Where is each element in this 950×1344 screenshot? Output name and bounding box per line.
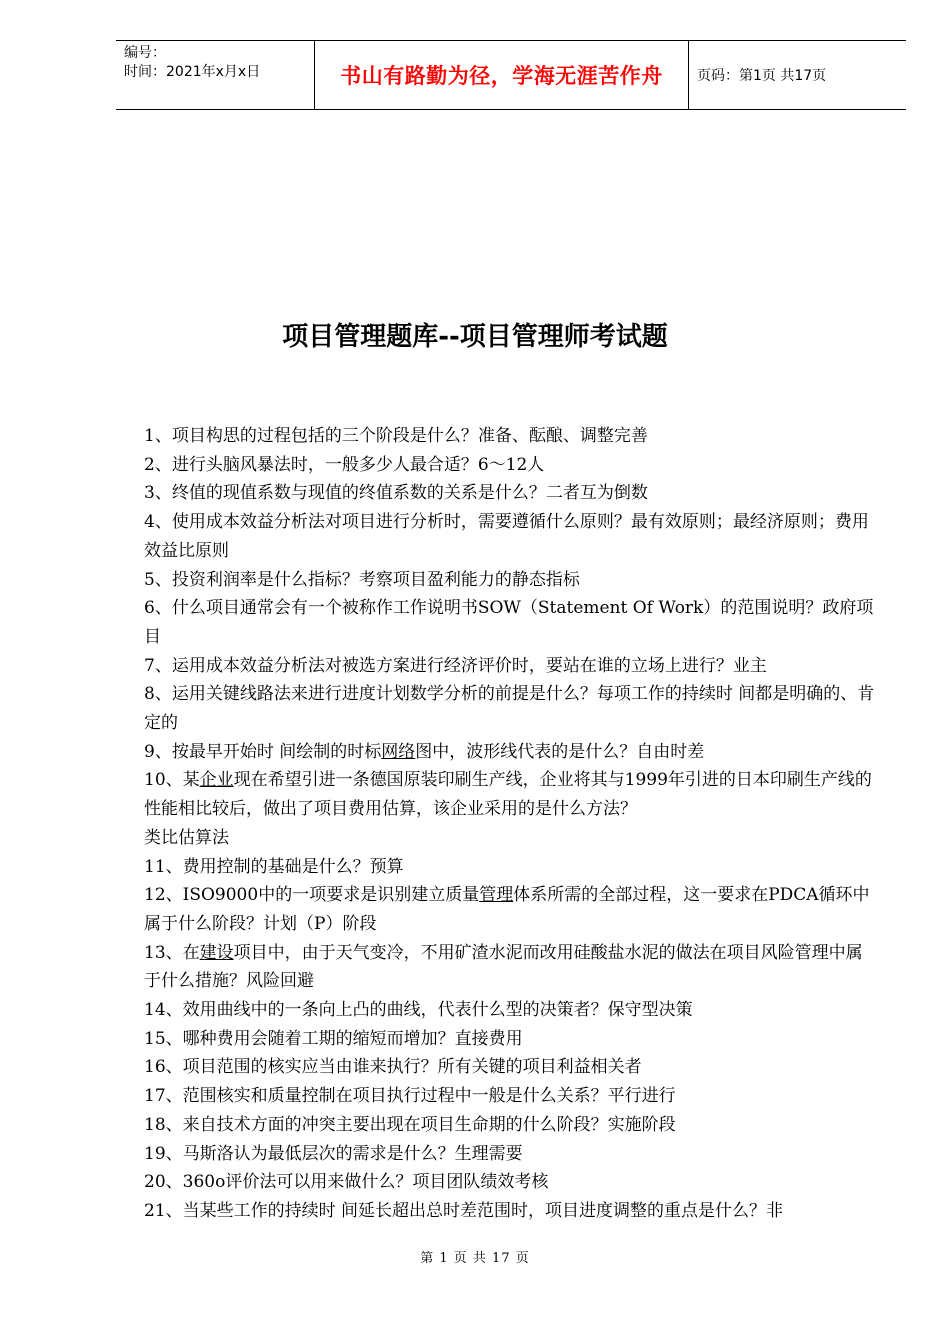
question-item xyxy=(144,738,879,767)
underlined-link[interactable]: 管理 xyxy=(479,885,514,906)
question-item: 16、项目范围的核实应当由谁来执行？所有关键的项目利益相关者 xyxy=(144,1057,642,1078)
question-item: 18、来自技术方面的冲突主要出现在项目生命期的什么阶段？实施阶段 xyxy=(144,1114,676,1135)
question-item: 2、进行头脑风暴法时，一般多少人最合适？6～12人 xyxy=(144,454,545,475)
question-item: 1、项目构思的过程包括的三个阶段是什么？准备、酝酿、调整完善 xyxy=(144,426,648,446)
question-text: 13、在 xyxy=(144,942,200,963)
serial-number-label: 编号： xyxy=(124,45,166,61)
question-item xyxy=(144,939,879,996)
question-list xyxy=(144,422,879,1226)
question-text: 体系所需的全部过程，这一要求在PDCA循环中属于什么阶段？计划（P）阶段 xyxy=(144,885,870,934)
document-title: 项目管理题库--项目管理师考试题 xyxy=(282,322,668,352)
question-answer: 类比估算法 xyxy=(144,827,229,848)
question-text: 12、ISO9000中的一项要求是识别建立质量 xyxy=(144,885,480,906)
question-text: 10、某 xyxy=(144,770,200,791)
underlined-link[interactable]: 建设 xyxy=(199,942,234,963)
header-table xyxy=(116,40,906,110)
question-item: 3、终值的现值系数与现值的终值系数的关系是什么？二者互为倒数 xyxy=(144,483,648,504)
question-text: 图中，波形线代表的是什么？自由时差 xyxy=(415,741,705,762)
header-meta xyxy=(116,41,315,109)
page-footer: 第 1 页 共 17 页 xyxy=(420,1251,530,1266)
question-item xyxy=(144,881,879,938)
question-item: 8、运用关键线路法来进行进度计划数学分析的前提是什么？每项工作的持续时 间都是明确的、肯定的 xyxy=(144,684,875,734)
question-text: 项目中，由于天气变冷，不用矿渣水泥而改用硅酸盐水泥的做法在项目风险管理中属于什么措施？风险回避 xyxy=(144,942,863,992)
question-item: 6、什么项目通常会有一个被称作工作说明书SOW（Statement Of Work）的范围说明？政府项目 xyxy=(144,598,874,647)
question-item: 5、投资利润率是什么指标？考察项目盈利能力的静态指标 xyxy=(144,569,580,590)
underlined-link[interactable]: 企业 xyxy=(199,770,234,791)
question-item: 19、马斯洛认为最低层次的需求是什么？生理需要 xyxy=(144,1143,523,1164)
question-item xyxy=(144,766,879,823)
question-item: 21、当某些工作的持续时 间延长超出总时差范围时，项目进度调整的重点是什么？非 xyxy=(144,1200,784,1221)
underlined-link[interactable]: 网络 xyxy=(381,741,416,762)
question-item: 7、运用成本效益分析法对被选方案进行经济评价时，要站在谁的立场上进行？业主 xyxy=(144,655,767,676)
question-item: 15、哪种费用会随着工期的缩短而增加？直接费用 xyxy=(144,1028,523,1049)
question-item: 20、360o评价法可以用来做什么？项目团队绩效考核 xyxy=(144,1172,549,1193)
header-page-number: 页码：第1页 共17页 xyxy=(697,68,827,84)
question-item: 17、范围核实和质量控制在项目执行过程中一般是什么关系？平行进行 xyxy=(144,1086,676,1107)
question-item: 11、费用控制的基础是什么？预算 xyxy=(144,856,404,877)
question-item: 4、使用成本效益分析法对项目进行分析时，需要遵循什么原则？最有效原则；最经济原则；费用效益比原则 xyxy=(144,512,869,561)
question-text: 9、按最早开始时 间绘制的时标 xyxy=(144,741,382,762)
header-motto: 书山有路勤为径，学海无涯苦作舟 xyxy=(315,41,689,109)
question-item: 14、效用曲线中的一条向上凸的曲线，代表什么型的决策者？保守型决策 xyxy=(144,1000,693,1021)
date-label: 时间：2021年x月x日 xyxy=(124,64,261,80)
question-text: 现在希望引进一条德国原装印刷生产线，企业将其与1999年引进的日本印刷生产线的性能相比较后，做出了项目费用估算，该企业采用的是什么方法？ xyxy=(144,770,872,820)
